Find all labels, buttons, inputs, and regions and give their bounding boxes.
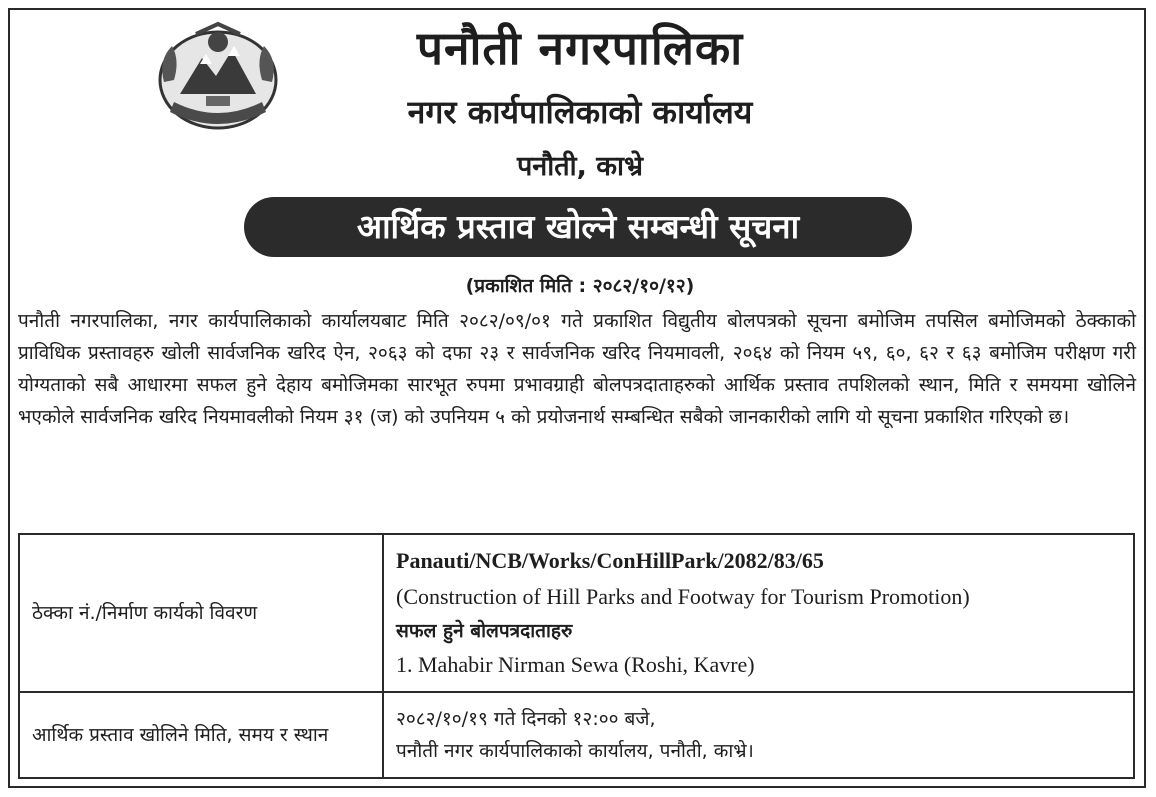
details-table (18, 533, 1135, 779)
table-row (19, 692, 1134, 778)
opening-datetime: २०८२/१०/१९ गते दिनको १२:०० बजे, (396, 708, 656, 730)
contract-details-cell (383, 534, 1134, 692)
row-label: आर्थिक प्रस्ताव खोलिने मिति, समय र स्थान (19, 692, 383, 778)
bidder-item: 1. Mahabir Nirman Sewa (Roshi, Kavre) (396, 652, 755, 677)
notice-paragraph: पनौती नगरपालिका, नगर कार्यपालिकाको कार्यालयबाट मिति २०८२/०९/०१ गते प्रकाशित विद्युतीय बोलपत्रको सूचना बमोजिम तपसिल बमोजिमको ठेक्काको प्राविधिक प्रस्तावहरु खोली सार्वजनिक खरिद ऐन, २०६३ को दफा २३ र सार्वजनिक खरिद नियमावली, २०६४ को नियम ५९, ६०, ६२ र ६३ बमोजिम परीक्षण गरी योग्यताको सबै आधारमा सफल हुने देहाय बमोजिमका सारभूत रुपमा प्रभावग्राही बोलपत्रदाताहरुको आर्थिक प्रस्ताव तपशिलको स्थान, मिति र समयमा खोलिने भएकोले सार्वजनिक खरिद नियमावलीको नियम ३१ (ज) को उपनियम ५ को प्रयोजनार्थ सम्बन्धित सबैको जानकारीको लागि यो सूचना प्रकाशित गरिएको छ। (18, 310, 1136, 428)
nepal-government-emblem-icon (150, 20, 286, 136)
office-name: नगर कार्यपालिकाको कार्यालय (407, 93, 753, 131)
contract-description: (Construction of Hill Parks and Footway for Tourism Promotion) (396, 584, 970, 609)
table-row (19, 534, 1134, 692)
bidders-heading: सफल हुने बोलपत्रदाताहरु (396, 620, 573, 642)
contract-number: Panauti/NCB/Works/ConHillPark/2082/83/65 (396, 548, 824, 573)
published-date: (प्रकाशित मिति : २०८२/१०/१२) (465, 275, 695, 297)
opening-venue: पनौती नगर कार्यपालिकाको कार्यालय, पनौती, काभ्रे। (396, 740, 754, 762)
notice-title-banner: आर्थिक प्रस्ताव खोल्ने सम्बन्धी सूचना (244, 197, 912, 257)
office-location: पनौती, काभ्रे (516, 151, 644, 182)
opening-details-cell (383, 692, 1134, 778)
municipality-name: पनौती नगरपालिका (416, 21, 744, 75)
row-label: ठेक्का नं./निर्माण कार्यको विवरण (19, 534, 383, 692)
